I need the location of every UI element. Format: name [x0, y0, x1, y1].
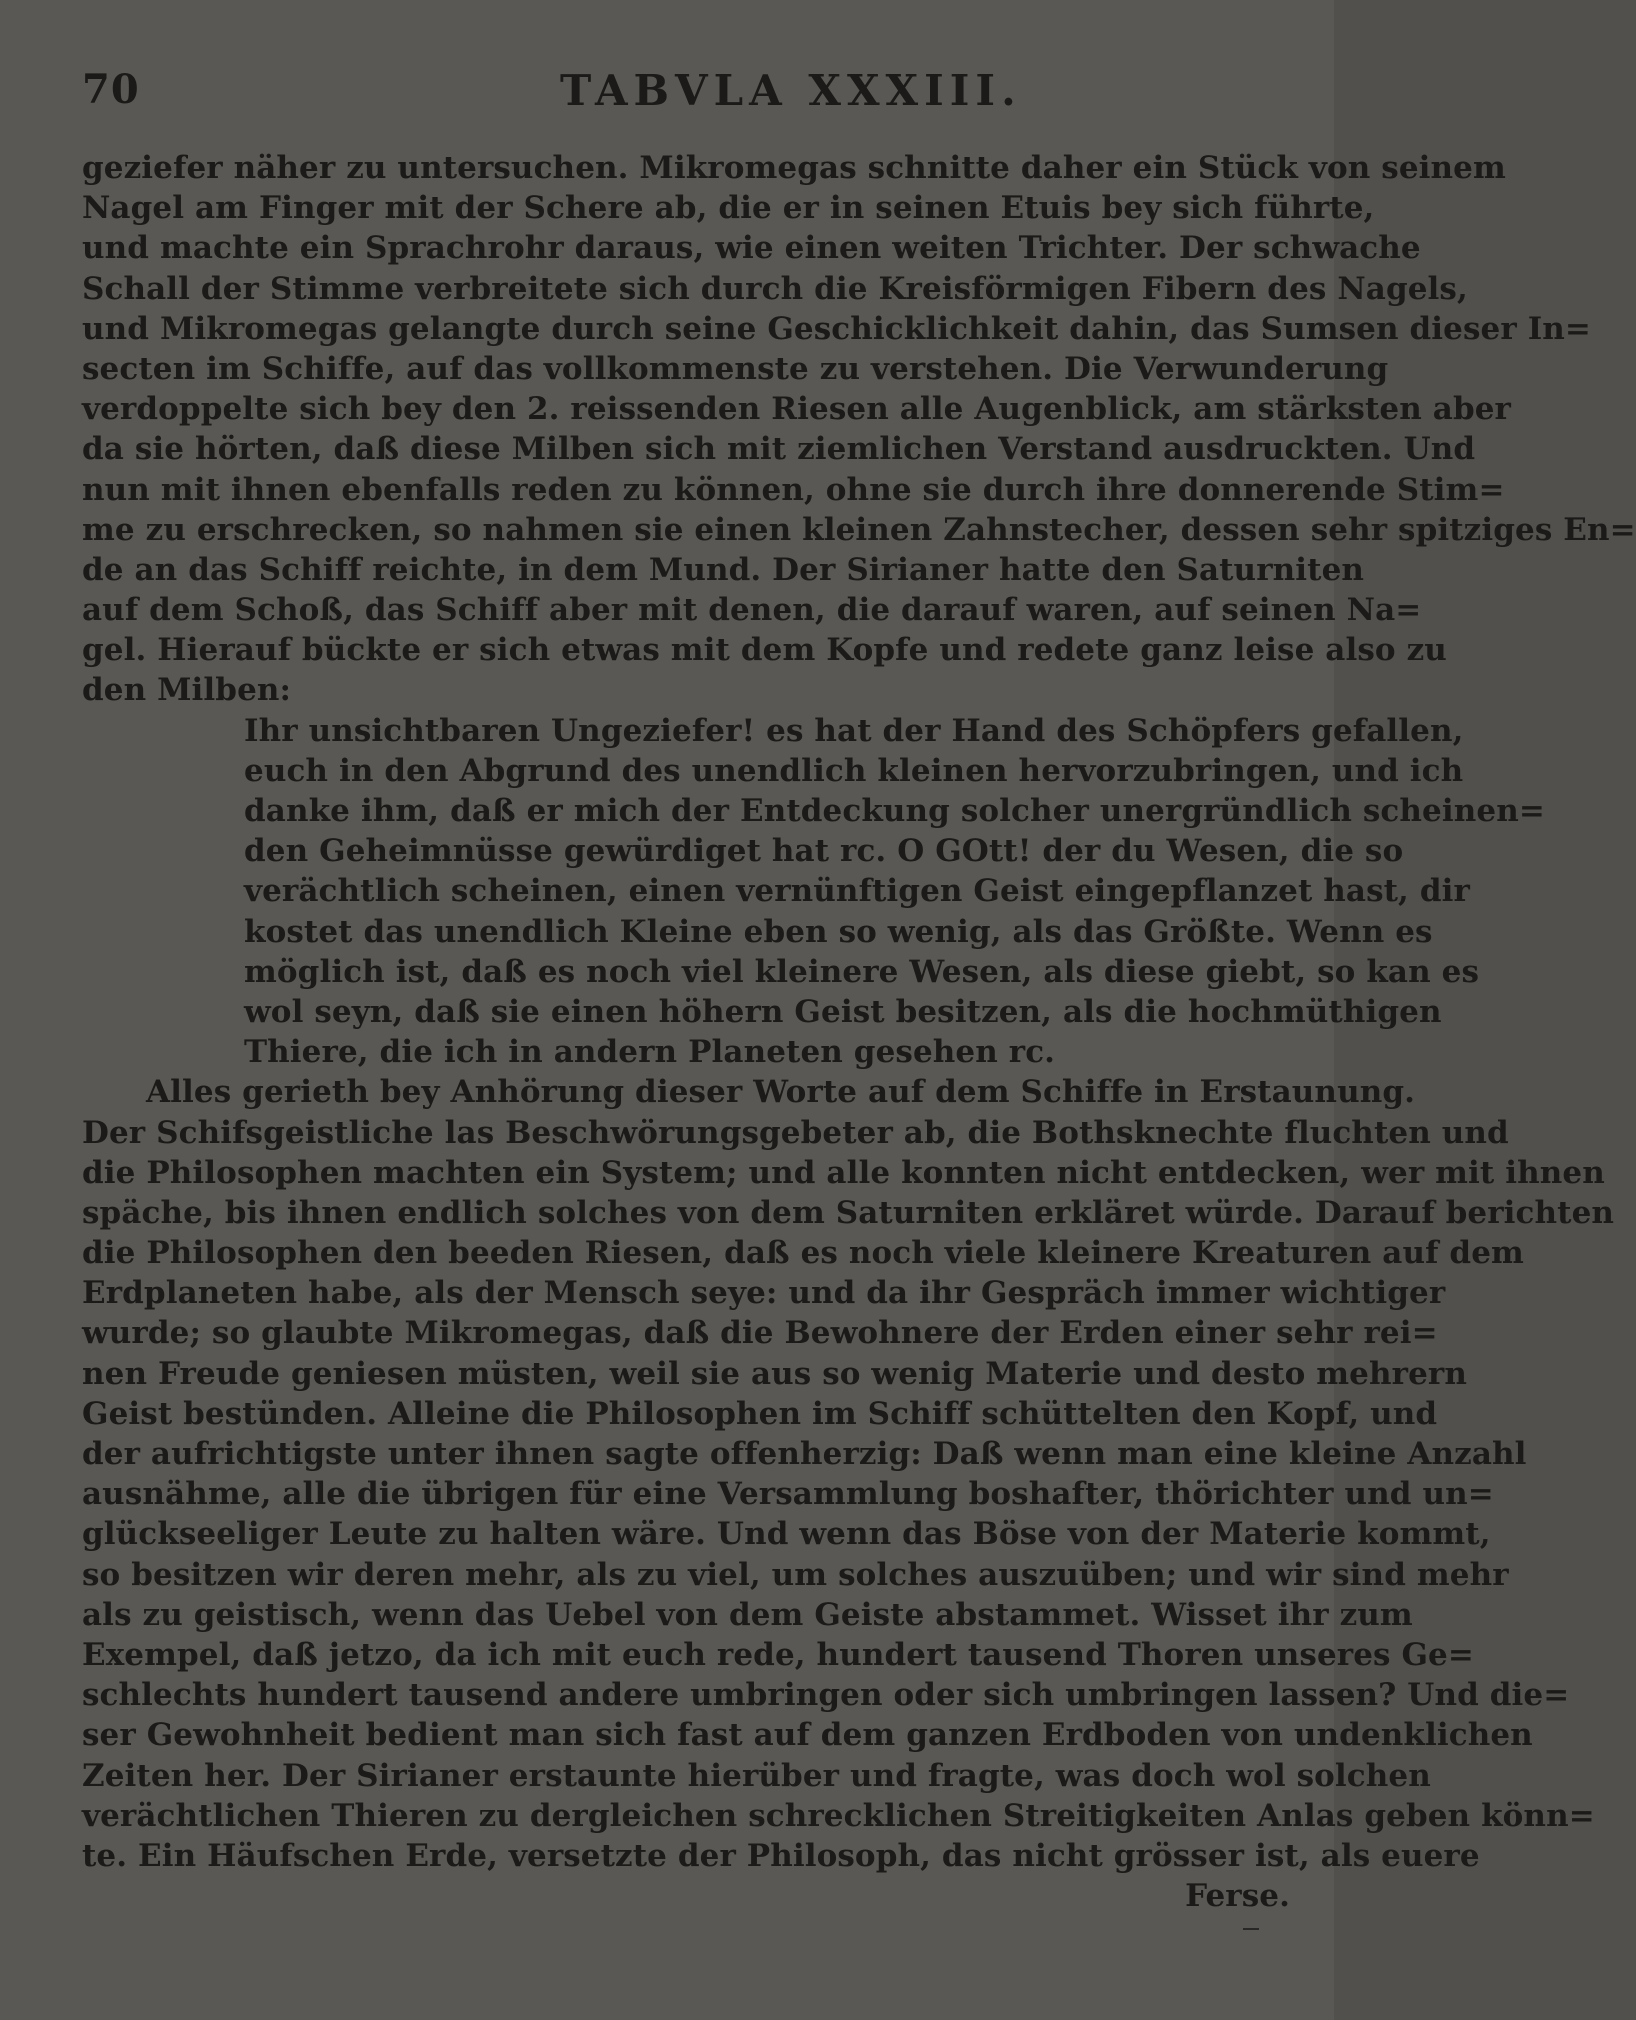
text-line: gel. Hierauf bückte er sich etwas mit dem Kopfe und redete ganz leise also zu — [82, 632, 1447, 669]
speech-line: Thiere, die ich in andern Planeten gesehen rc. — [244, 1034, 1056, 1071]
speech-line: kostet das unendlich Kleine eben so wenig, als das Größte. Wenn es — [244, 913, 1433, 950]
text-line: als zu geistisch, wenn das Uebel von dem Geiste abstammet. Wisset ihr zum — [82, 1596, 1413, 1633]
page-mark — [1243, 1928, 1259, 1930]
text-line: Schall der Stimme verbreitete sich durch die Kreisförmigen Fibern des Nagels, — [82, 270, 1468, 307]
text-line: Zeiten her. Der Sirianer erstaunte hierüber und fragte, was doch wol solchen — [82, 1757, 1431, 1794]
text-line: Exempel, daß jetzo, da ich mit euch rede, hundert tausend Thoren unseres Ge= — [82, 1636, 1474, 1673]
quoted-speech — [82, 711, 1545, 1073]
body-text — [82, 148, 1636, 1916]
text-line: nun mit ihnen ebenfalls reden zu können, ohne sie durch ihre donnerende Stim= — [82, 471, 1505, 508]
text-line: der aufrichtigste unter ihnen sagte offenherzig: Daß wenn man eine kleine Anzahl — [82, 1436, 1527, 1472]
speech-line: möglich ist, daß es noch viel kleinere Wesen, als diese giebt, so kan es — [244, 953, 1479, 990]
text-line: secten im Schiffe, auf das vollkommenste zu verstehen. Die Verwunderung — [82, 350, 1389, 387]
running-title: TABVLA XXXIII. — [560, 66, 1022, 115]
text-line: schlechts hundert tausend andere umbringen oder sich umbringen lassen? Und die= — [82, 1677, 1570, 1714]
text-line: glückseeliger Leute zu halten wäre. Und wenn das Böse von der Materie kommt, — [82, 1516, 1491, 1553]
text-line: und Mikromegas gelangte durch seine Geschicklichkeit dahin, das Sumsen dieser In= — [82, 310, 1592, 347]
speech-line: verächtlich scheinen, einen vernünftigen Geist eingepflanzet hast, dir — [244, 873, 1470, 910]
paragraph-2 — [82, 1072, 1615, 1876]
text-line: Erdplaneten habe, als der Mensch seye: und da ihr Gespräch immer wichtiger — [82, 1275, 1446, 1312]
text-line: den Milben: — [82, 672, 292, 709]
speech-line: euch in den Abgrund des unendlich kleinen hervorzubringen, und ich — [244, 752, 1464, 789]
text-line: da sie hörten, daß diese Milben sich mit ziemlichen Verstand ausdruckten. Und — [82, 431, 1476, 468]
text-line: ausnähme, alle die übrigen für eine Versammlung boshafter, thörichter und un= — [82, 1476, 1494, 1513]
text-line: wurde; so glaubte Mikromegas, daß die Bewohnere der Erden einer sehr rei= — [82, 1315, 1438, 1352]
speech-line: danke ihm, daß er mich der Entdeckung solcher unergründlich scheinen= — [244, 793, 1545, 829]
text-line: so besitzen wir deren mehr, als zu viel, um solches auszuüben; und wir sind mehr — [82, 1556, 1509, 1593]
text-line: de an das Schiff reichte, in dem Mund. Der Sirianer hatte den Saturniten — [82, 551, 1365, 588]
text-line: Der Schifsgeistliche las Beschwörungsgebeter ab, die Bothsknechte fluchten und — [82, 1114, 1509, 1151]
text-line: geziefer näher zu untersuchen. Mikromegas schnitte daher ein Stück von seinem — [82, 150, 1506, 186]
catchword: Ferse. — [1185, 1878, 1290, 1915]
text-line: und machte ein Sprachrohr daraus, wie einen weiten Trichter. Der schwache — [82, 230, 1421, 267]
text-line: verächtlichen Thieren zu dergleichen schrecklichen Streitigkeiten Anlas geben könn= — [82, 1797, 1595, 1834]
paragraph-1 — [82, 148, 1636, 711]
speech-line: Ihr unsichtbaren Ungeziefer! es hat der Hand des Schöpfers gefallen, — [244, 712, 1464, 749]
page-number: 70 — [82, 66, 140, 113]
text-line: Nagel am Finger mit der Schere ab, die er in seinen Etuis bey sich führte, — [82, 190, 1375, 227]
text-line: ser Gewohnheit bedient man sich fast auf dem ganzen Erdboden von undenklichen — [82, 1717, 1533, 1754]
text-line: me zu erschrecken, so nahmen sie einen kleinen Zahnstecher, dessen sehr spitziges En= — [82, 511, 1636, 548]
text-line: auf dem Schoß, das Schiff aber mit denen, die darauf waren, auf seinen Na= — [82, 592, 1422, 629]
text-line: Alles gerieth bey Anhörung dieser Worte auf dem Schiffe in Erstaunung. — [146, 1074, 1416, 1111]
text-line: te. Ein Häufschen Erde, versetzte der Philosoph, das nicht grösser ist, als euere — [82, 1837, 1480, 1874]
speech-line: wol seyn, daß sie einen höhern Geist besitzen, als die hochmüthigen — [244, 993, 1442, 1030]
speech-line: den Geheimnüsse gewürdiget hat rc. O GOtt! der du Wesen, die so — [244, 833, 1404, 870]
text-line: Geist bestünden. Alleine die Philosophen im Schiff schüttelten den Kopf, und — [82, 1395, 1438, 1432]
text-line: späche, bis ihnen endlich solches von dem Saturniten erkläret würde. Darauf berichten — [82, 1194, 1615, 1231]
text-line: die Philosophen machten ein System; und alle konnten nicht entdecken, wer mit ihnen — [82, 1154, 1605, 1191]
text-line: verdoppelte sich bey den 2. reissenden Riesen alle Augenblick, am stärksten aber — [82, 391, 1511, 428]
text-line: nen Freude geniesen müsten, weil sie aus so wenig Materie und desto mehrern — [82, 1355, 1467, 1392]
page-header — [82, 62, 1287, 122]
text-line: die Philosophen den beeden Riesen, daß es noch viele kleinere Kreaturen auf dem — [82, 1235, 1524, 1272]
